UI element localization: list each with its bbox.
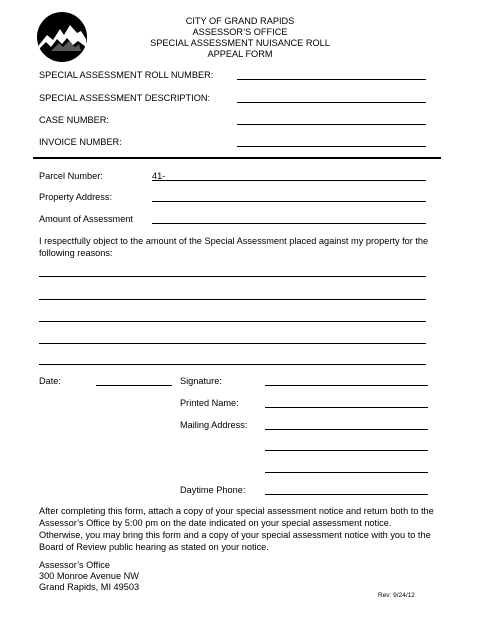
case-number-field[interactable] <box>237 124 426 125</box>
printed-name-label: Printed Name: <box>180 398 239 408</box>
form-title: APPEAL FORM <box>207 49 273 59</box>
mailing-address-field[interactable] <box>265 472 428 473</box>
mailing-address-label: Mailing Address: <box>180 420 248 430</box>
reason-line[interactable] <box>39 321 426 322</box>
revision-date: Rev: 9/24/12 <box>378 592 415 599</box>
description-label: SPECIAL ASSESSMENT DESCRIPTION: <box>39 93 211 103</box>
parcel-number-label: Parcel Number: <box>39 171 103 181</box>
amount-label: Amount of Assessment <box>39 214 133 224</box>
return-address-line: 300 Monroe Avenue NW <box>39 571 139 581</box>
section-divider <box>33 157 441 159</box>
signature-label: Signature: <box>180 376 222 386</box>
roll-number-field[interactable] <box>237 79 426 80</box>
signature-field[interactable] <box>265 385 428 386</box>
roll-number-label: SPECIAL ASSESSMENT ROLL NUMBER: <box>39 70 214 80</box>
city-name: CITY OF GRAND RAPIDS <box>185 16 295 26</box>
printed-name-field[interactable] <box>265 407 428 408</box>
mailing-address-field[interactable] <box>265 429 428 430</box>
property-address-label: Property Address: <box>39 192 113 202</box>
mailing-address-field[interactable] <box>265 450 428 451</box>
office-name: ASSESSOR’S OFFICE <box>192 27 288 37</box>
property-address-field[interactable] <box>152 201 426 202</box>
date-label: Date: <box>39 376 61 386</box>
reason-line[interactable] <box>39 343 426 344</box>
daytime-phone-label: Daytime Phone: <box>180 485 246 495</box>
invoice-number-label: INVOICE NUMBER: <box>39 137 122 147</box>
reason-line[interactable] <box>39 276 426 277</box>
roll-title: SPECIAL ASSESSMENT NUISANCE ROLL <box>150 38 330 48</box>
instructions-text: After completing this form, attach a copy of your special assessment notice and return both to the Assessor’s Office by 5:00 pm on the date indicated on your special assessment notice. Otherwise, you may bring this form and a copy of your special assessment notice with you to the Board of Review public hearing as stated on your notice. <box>39 506 434 552</box>
case-number-label: CASE NUMBER: <box>39 115 109 125</box>
parcel-number-field[interactable] <box>152 180 426 181</box>
reason-line[interactable] <box>39 364 426 365</box>
amount-field[interactable] <box>152 223 426 224</box>
daytime-phone-field[interactable] <box>265 494 428 495</box>
reason-line[interactable] <box>39 299 426 300</box>
return-address-line: Assessor’s Office <box>39 560 110 570</box>
date-field[interactable] <box>96 385 172 386</box>
invoice-number-field[interactable] <box>237 146 426 147</box>
parcel-prefix: 41- <box>152 171 166 181</box>
description-field[interactable] <box>237 102 426 103</box>
return-address-line: Grand Rapids, MI 49503 <box>39 582 140 592</box>
city-logo <box>33 11 91 63</box>
objection-statement: I respectfully object to the amount of the Special Assessment placed against my property for the following reasons: <box>39 236 429 258</box>
